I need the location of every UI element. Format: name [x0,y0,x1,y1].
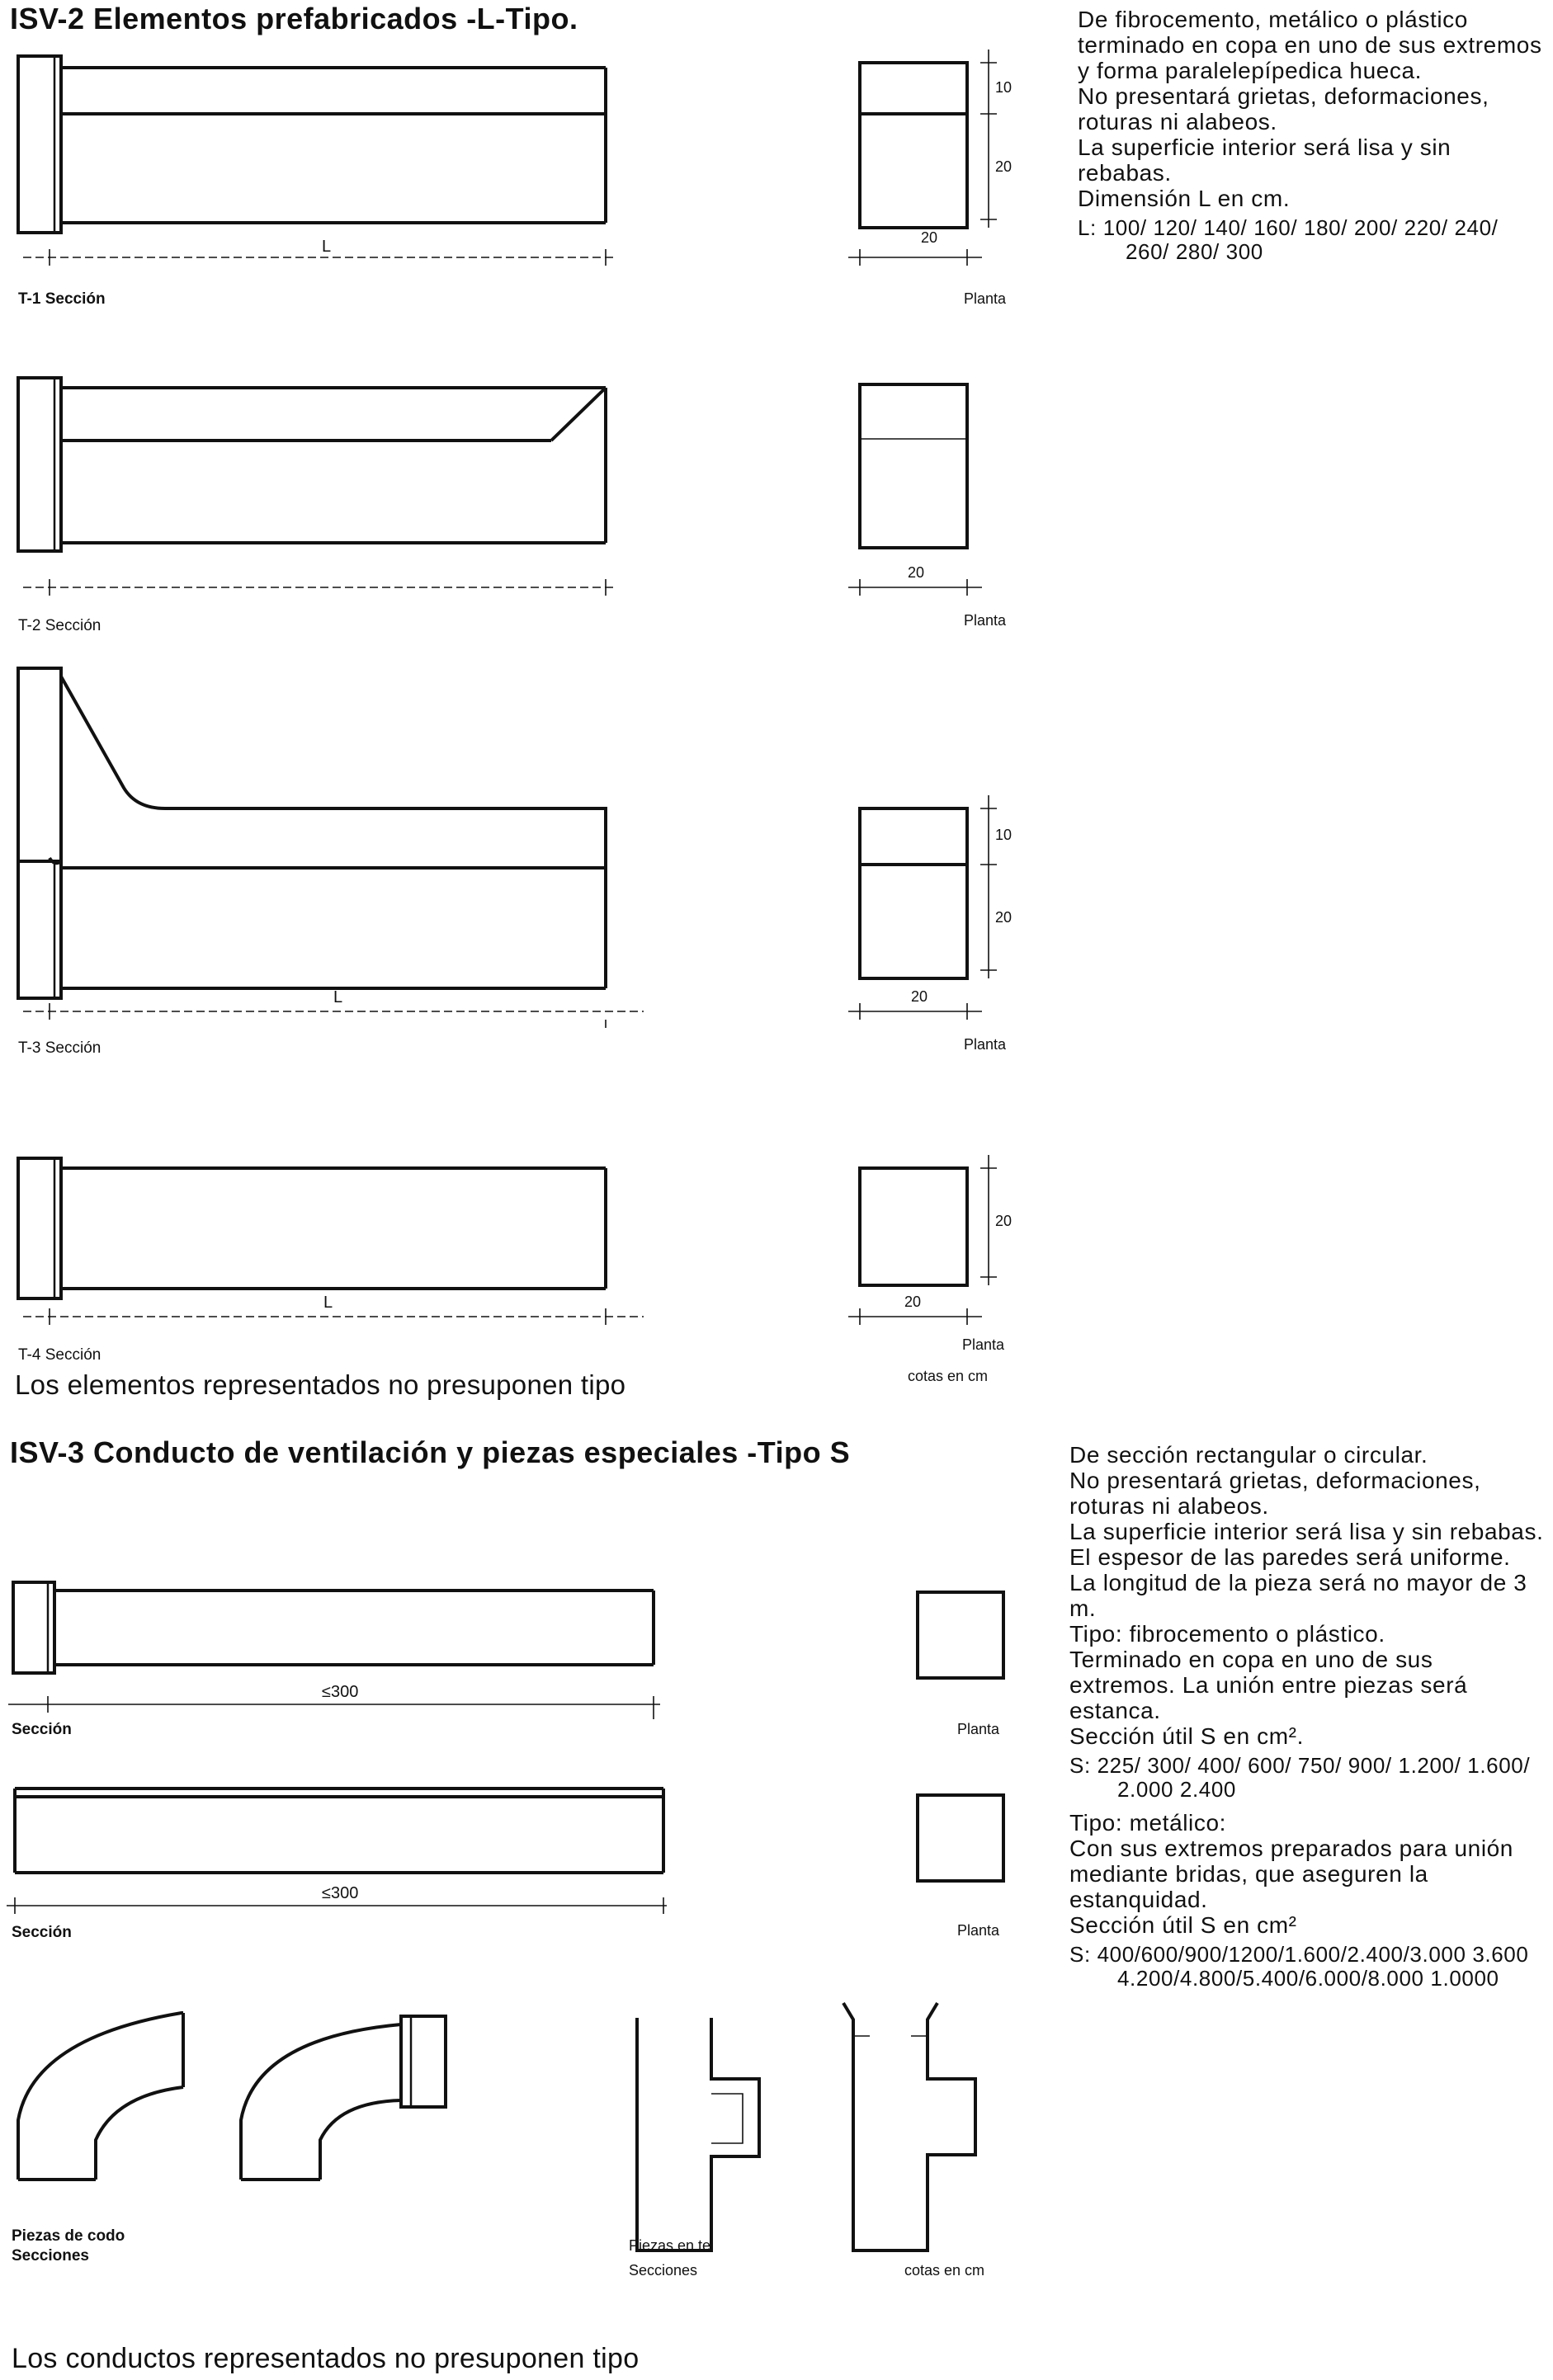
t3-plan-caption: Planta [964,1036,1007,1053]
t1-section-caption: T-1 Sección [18,290,106,308]
t2-section-drawing [18,378,614,596]
t1-plan-dim-width: 20 [921,229,938,246]
isv2-spec-line: La superficie interior será lisa y sin rebabas. [1078,134,1452,186]
isv3-spec-block [1069,1442,1545,1991]
elbow-drawing-1 [18,2013,183,2180]
t1-section-drawing [18,56,614,266]
isv3-spec-line: No presentará grietas, deformaciones, roturas ni alabeos. [1069,1468,1481,1519]
isv2-heading: ISV-2 Elementos prefabricados -L-Tipo. [10,2,578,35]
t4-plan-dim-width: 20 [904,1294,922,1310]
isv2-spec-line: De fibrocemento, metálico o plástico terminado en copa en uno de sus extremos y forma paralelepípedica hueca. [1078,7,1542,83]
isv2-spec-line: No presentará grietas, deformaciones, roturas ni alabeos. [1078,83,1489,134]
isv3-spec-line: La longitud de la pieza será no mayor de 3 m. [1069,1570,1527,1621]
t4-section-caption: T-4 Sección [18,1346,101,1364]
isv3-spec-line: El espesor de las paredes será uniforme. [1069,1544,1511,1570]
isv3-spec-line: Tipo: fibrocemento o plástico. [1069,1621,1385,1647]
duct2-plan-caption: Planta [957,1922,1000,1939]
t2-plan-caption: Planta [964,612,1007,629]
isv3-sizes-list-2: S: 400/600/900/1200/1.600/2.400/3.000 3.600 4.200/4.800/5.400/6.000/8.000 1.0000 [1069,1942,1529,1991]
t1-dim-L: L [322,238,332,256]
t3-plan-dim-width: 20 [911,988,928,1005]
isv2-spec-block [1078,7,1545,264]
isv3-sizes-list-1: S: 225/ 300/ 400/ 600/ 750/ 900/ 1.200/ 1.600/ 2.000 2.400 [1069,1753,1531,1802]
isv3-spec-line: Sección útil S en cm². [1069,1723,1304,1749]
isv3-spec2-line: Tipo: metálico: [1069,1810,1227,1836]
isv3-spec-line: De sección rectangular o circular. [1069,1442,1428,1468]
tee-caption-2: Secciones [629,2262,698,2279]
t4-plan-caption: Planta [962,1336,1005,1353]
duct-plan-2-drawing [918,1795,1003,1881]
isv3-units-note: cotas en cm [904,2262,985,2279]
t1-plan-caption: Planta [964,290,1007,307]
elbow-caption-1: Piezas de codo [12,2227,125,2245]
isv3-spec-line: La superficie interior será lisa y sin rebabas. [1069,1519,1544,1544]
t3-plan-dim-20: 20 [995,909,1013,926]
isv2-spec-line: Dimensión L en cm. [1078,186,1291,211]
t4-plan-dim-20: 20 [995,1213,1013,1229]
t1-plan-dim-20: 20 [995,158,1013,175]
isv3-spec-line: Terminado en copa en uno de sus extremos. La unión entre piezas será estanca. [1069,1647,1468,1723]
tee-drawing-2 [843,2003,975,2250]
t4-dim-L: L [323,1294,333,1312]
duct1-dim-length: ≤300 [322,1683,359,1701]
elbow-drawing-2 [241,2016,446,2180]
duct1-section-caption: Sección [12,1721,72,1738]
t3-section-drawing [18,668,644,1028]
t3-plan-drawing [848,795,997,1020]
duct2-dim-length: ≤300 [322,1884,359,1902]
tee-caption-1: Piezas en te [629,2237,711,2254]
isv3-spec2-line: Con sus extremos preparados para unión mediante bridas, que aseguren la estanquidad. [1069,1836,1513,1912]
t3-plan-dim-10: 10 [995,827,1013,843]
duct2-section-caption: Sección [12,1924,72,1941]
isv2-footnote: Los elementos representados no presuponen tipo [15,1369,626,1400]
duct1-plan-caption: Planta [957,1721,1000,1737]
isv3-heading: ISV-3 Conducto de ventilación y piezas especiales -Tipo S [10,1435,851,1469]
isv3-footnote: Los conductos representados no presuponen tipo [12,2343,640,2374]
elbow-caption-2: Secciones [12,2247,89,2265]
t3-section-caption: T-3 Sección [18,1039,101,1057]
t3-dim-L: L [333,988,343,1006]
duct-plan-1-drawing [918,1592,1003,1678]
isv2-units-note: cotas en cm [908,1368,989,1384]
tee-drawing-1 [637,2018,759,2250]
t2-plan-dim-width: 20 [908,564,925,581]
t2-section-caption: T-2 Sección [18,617,101,634]
isv3-spec2-line: Sección útil S en cm² [1069,1912,1297,1938]
t1-plan-dim-10: 10 [995,79,1013,96]
t4-plan-drawing [848,1155,997,1325]
isv2-lengths-list: L: 100/ 120/ 140/ 160/ 180/ 200/ 220/ 240/ 260/ 280/ 300 [1078,215,1499,264]
